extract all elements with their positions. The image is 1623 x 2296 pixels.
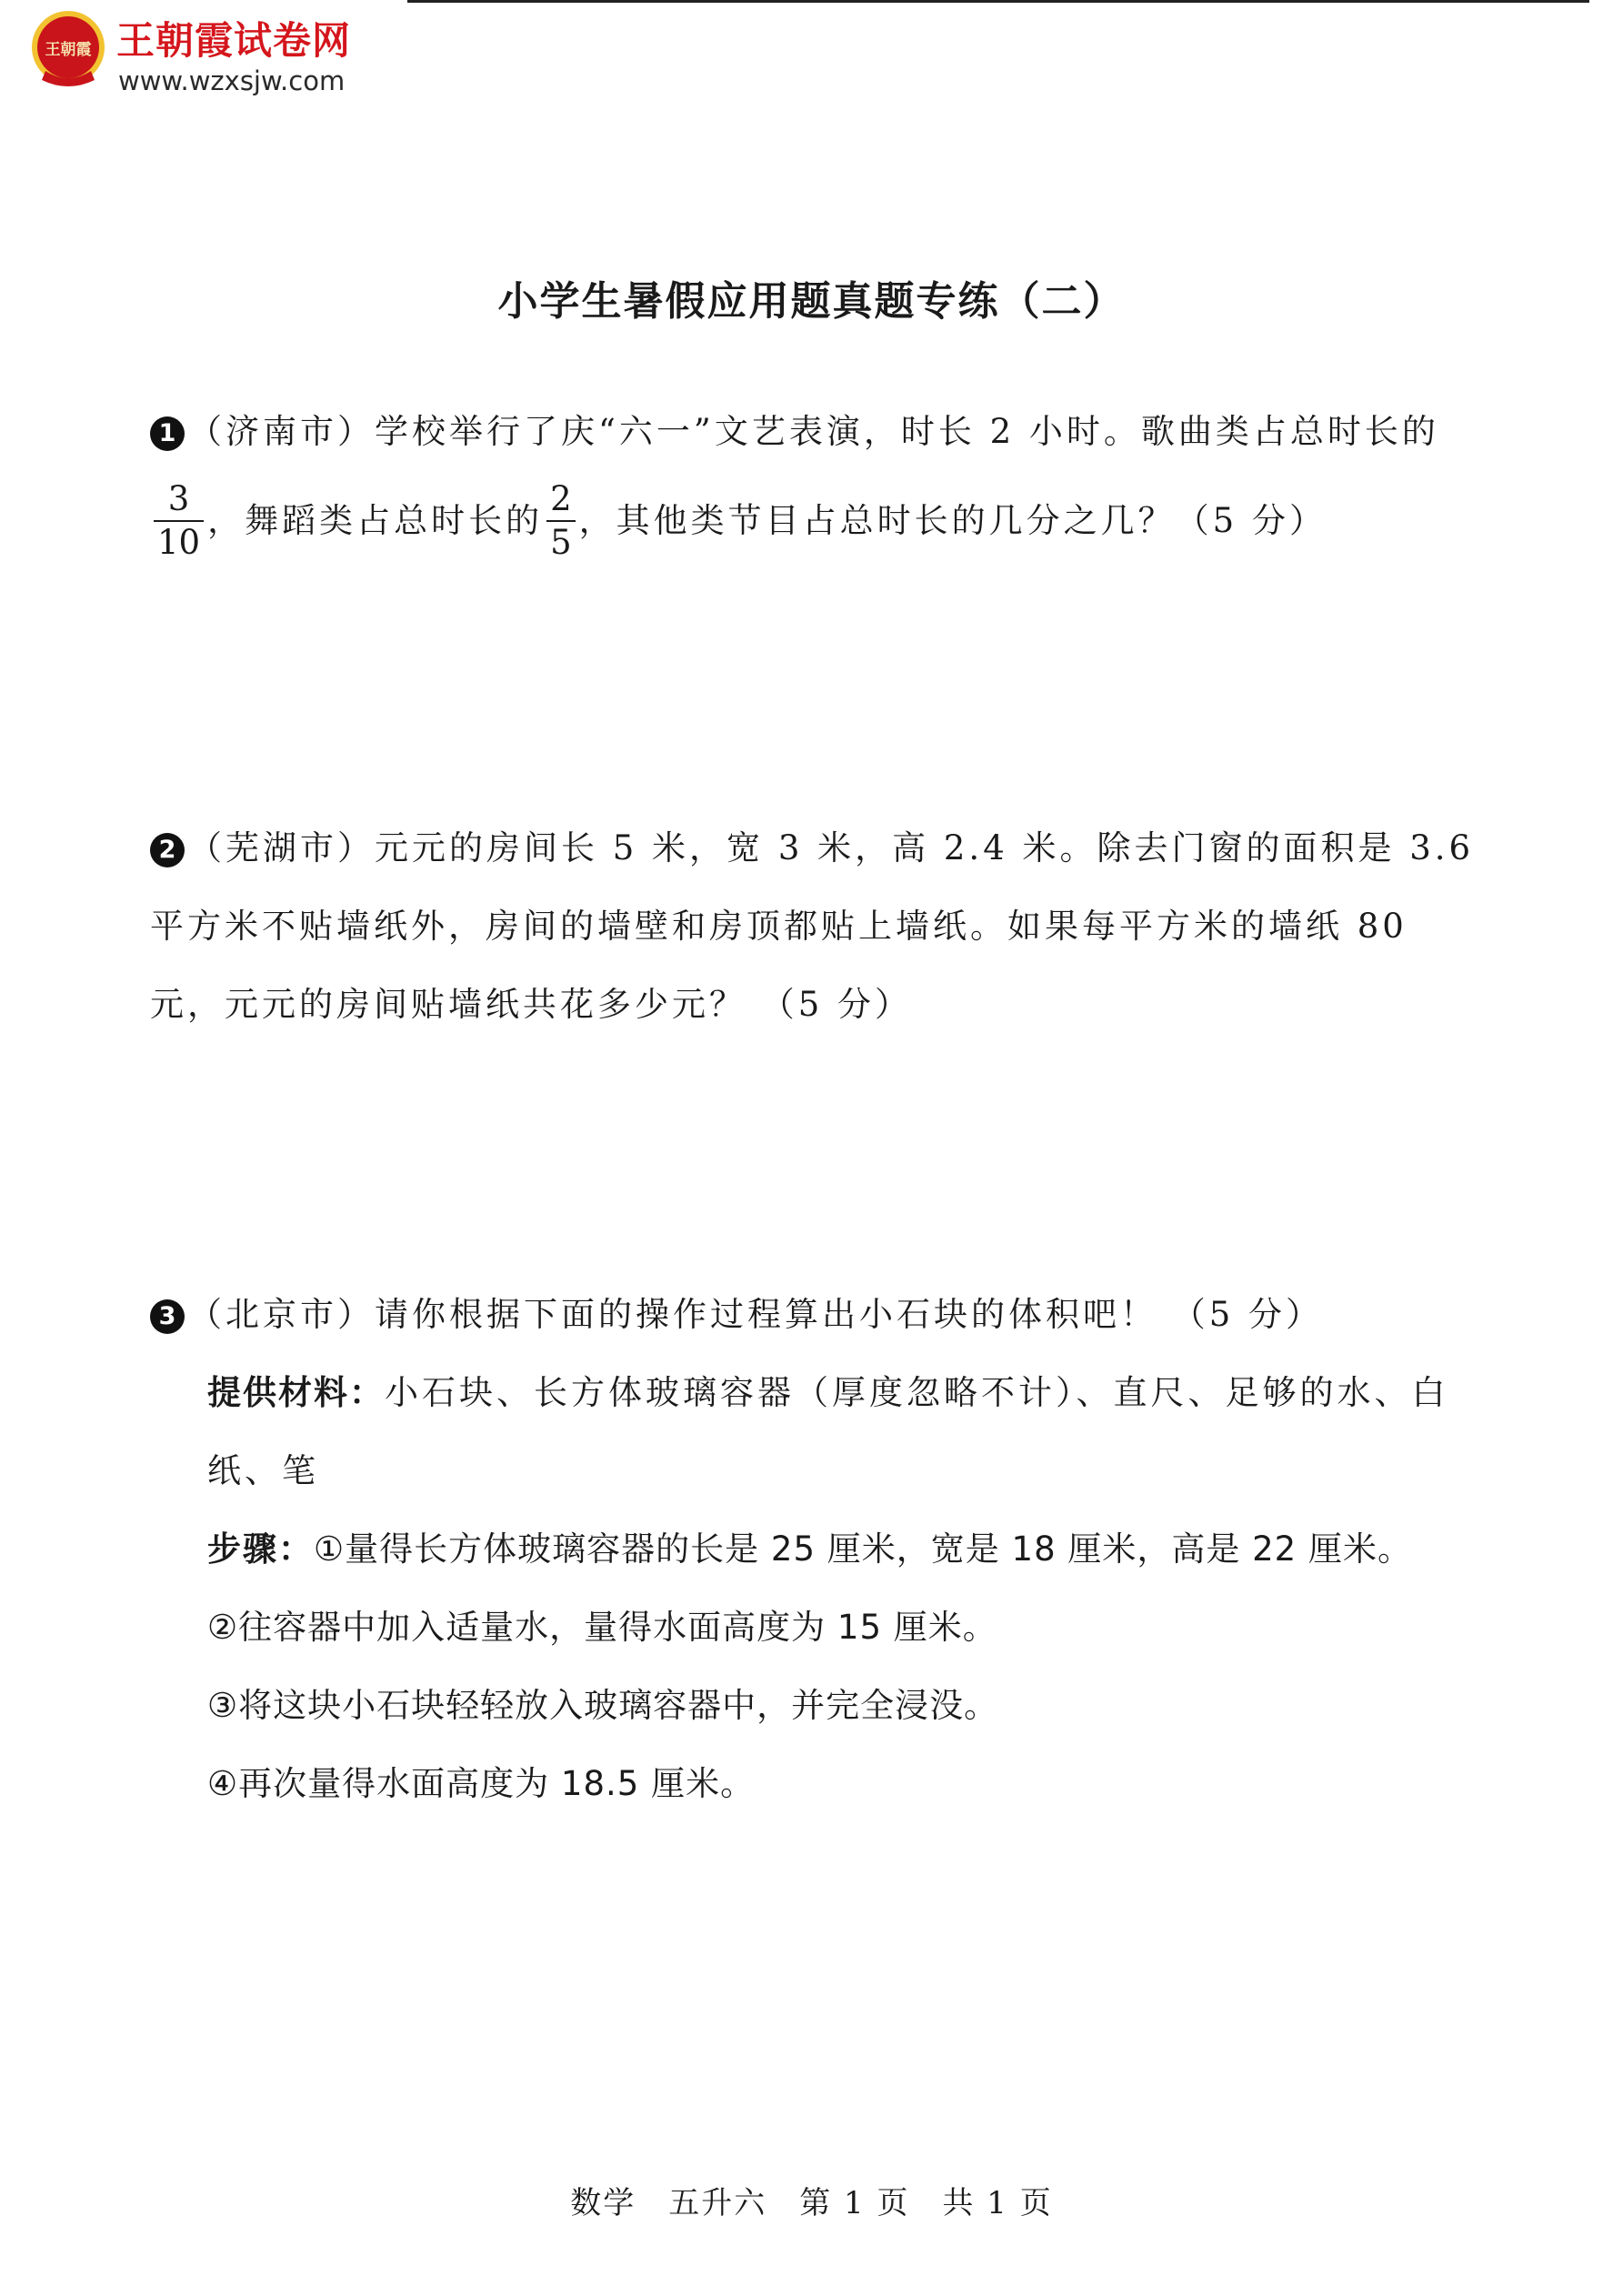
question-2 (150, 809, 1487, 1044)
logo-name: 王朝霞试卷网 (116, 18, 352, 63)
top-rule (407, 0, 1589, 3)
question-1-line2 (150, 471, 1487, 571)
steps-label: 步骤： (207, 1529, 314, 1569)
step-2: ②往容器中加入适量水，量得水面高度为 15 厘米。 (207, 1608, 997, 1647)
page-title: 小学生暑假应用题真题专练（二） (497, 278, 1126, 325)
fraction-2-numerator: 2 (546, 478, 576, 522)
materials-text: 小石块、长方体玻璃容器（厚度忽略不计）、直尺、足够的水、白 (385, 1373, 1449, 1412)
fraction-1 (154, 478, 204, 564)
question-2-text: （芜湖市）元元的房间长 5 米，宽 3 米，高 2.4 米。除去门窗的面积是 3.6 平方米不贴墙纸外，房间的墙壁和房顶都贴上墙纸。如果每平方米的墙纸 80 元，元元的房间贴墙纸共花多少元？ （5 分） (150, 828, 1475, 1024)
materials-label: 提供材料： (207, 1373, 385, 1412)
question-1-tail: ，其他类节目占总时长的几分之几？（5 分） (578, 501, 1327, 540)
question-3 (150, 1276, 1487, 1354)
step-3: ③将这块小石块轻轻放入玻璃容器中，并完全浸没。 (207, 1686, 999, 1725)
fraction-1-numerator: 3 (154, 478, 204, 522)
question-number: 3 (150, 1299, 185, 1334)
question-number: 2 (150, 833, 185, 867)
question-number: 1 (150, 416, 185, 451)
page-footer: 数学 五升六 第 1 页 共 1 页 (570, 2185, 1053, 2221)
step-4: ④再次量得水面高度为 18.5 厘米。 (207, 1764, 756, 1803)
step-1 (207, 1510, 1498, 1589)
logo-badge-text: 王朝霞 (45, 41, 92, 59)
question-3-details (207, 1354, 1498, 1823)
materials-line-2: 纸、笔 (207, 1451, 319, 1490)
fraction-2-denominator: 5 (550, 523, 572, 562)
materials-line-1 (207, 1354, 1498, 1432)
question-1-line1: （济南市）学校举行了庆“六一”文艺表演，时长 2 小时。歌曲类占总时长的 (188, 412, 1439, 451)
logo-url[interactable]: www.wzxsjw.com (118, 65, 346, 96)
question-1 (150, 393, 1487, 571)
fraction-1-denominator: 10 (157, 523, 201, 562)
step-1-text: ①量得长方体玻璃容器的长是 25 厘米，宽是 18 厘米，高是 22 厘米。 (314, 1529, 1412, 1569)
logo-badge-icon (27, 7, 109, 89)
site-logo (27, 7, 409, 103)
question-3-text: （北京市）请你根据下面的操作过程算出小石块的体积吧！ （5 分） (188, 1295, 1324, 1334)
fraction-2 (546, 478, 576, 564)
question-1-mid: ，舞蹈类占总时长的 (207, 501, 544, 540)
